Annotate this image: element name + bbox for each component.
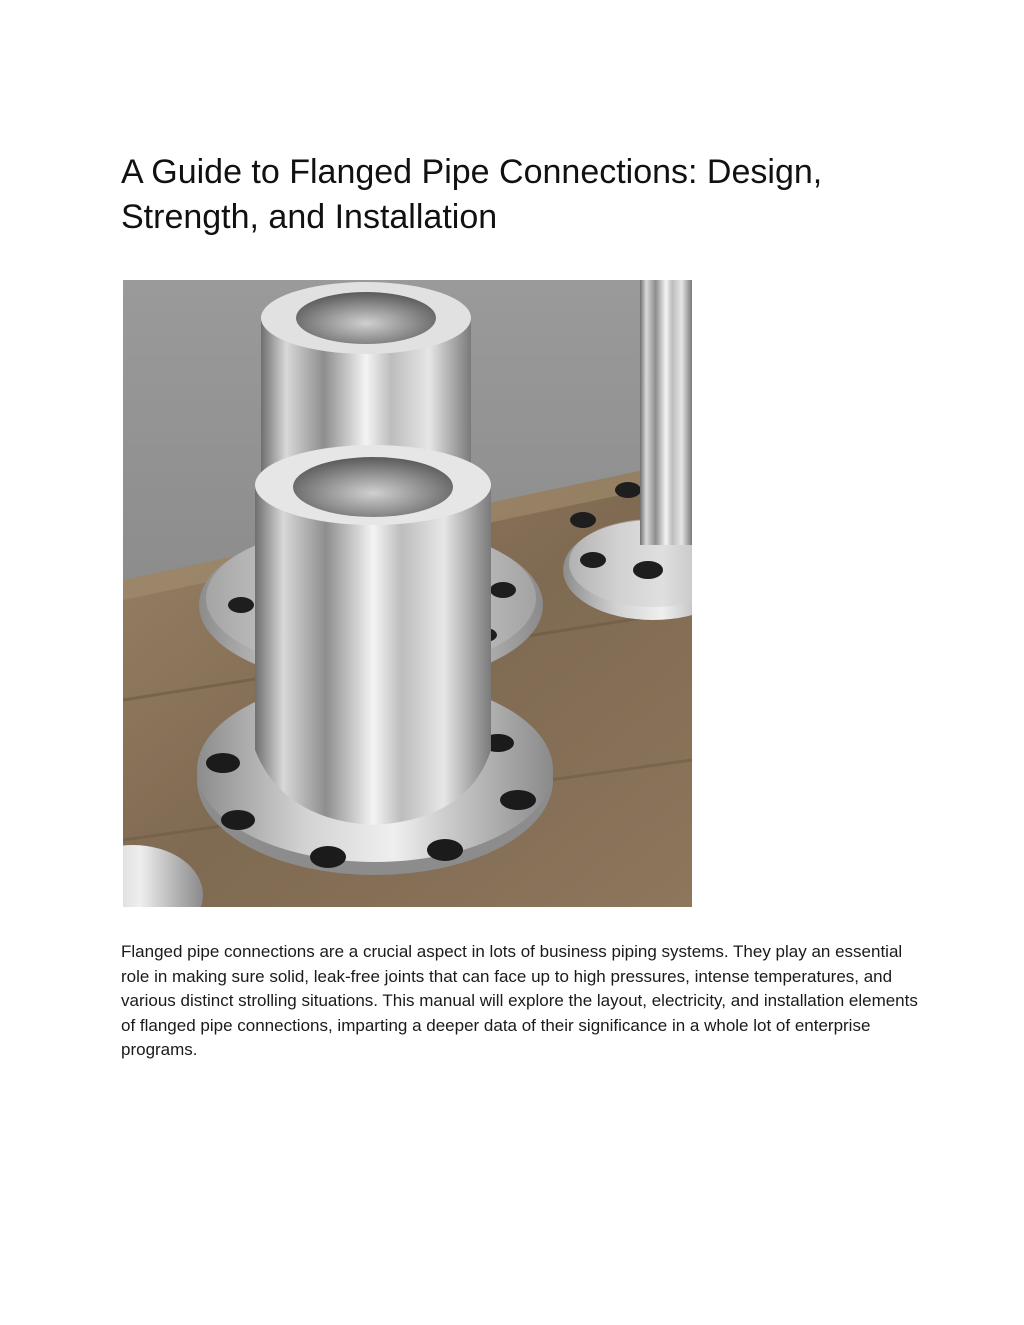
flange-photo xyxy=(123,280,692,907)
document-title: A Guide to Flanged Pipe Connections: Design, Strength, and Installation xyxy=(121,153,823,236)
intro-paragraph: Flanged pipe connections are a crucial aspect in lots of business piping systems. They play an essential role in making sure solid, leak-free joints that can face up to high pressures, intense temperatures, and various distinct strolling situations. This manual will explore the layout, electricity, and installation elements of flanged pipe connections, imparting a deeper data of their significance in a whole lot of enterprise programs. xyxy=(121,942,918,1059)
